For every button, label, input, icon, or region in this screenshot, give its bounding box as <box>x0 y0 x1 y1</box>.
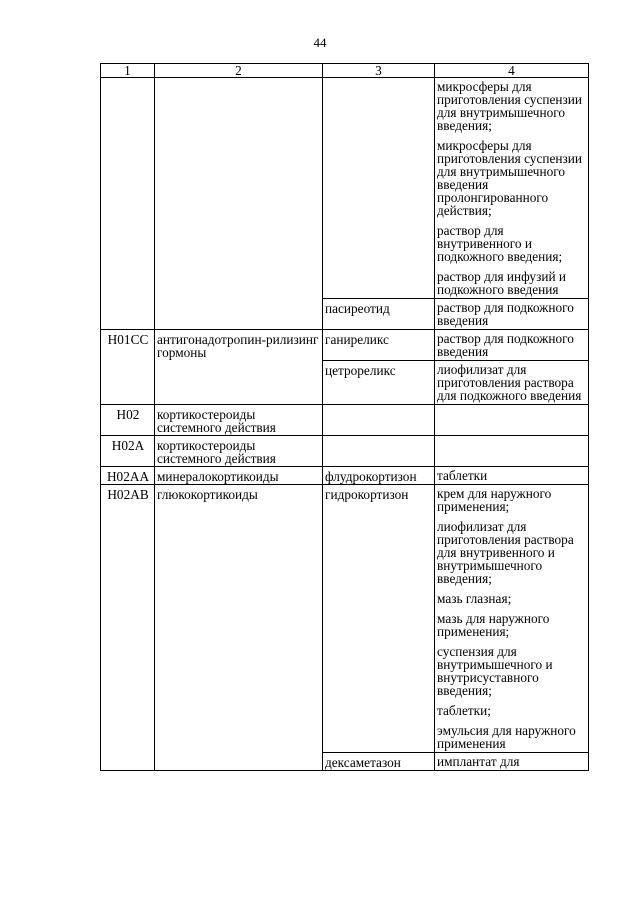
drug-name-cell: флудрокортизон <box>323 467 435 485</box>
drug-name-cell <box>323 436 435 467</box>
dosage-form: раствор для подкожного введения <box>437 300 574 328</box>
dosage-form: лиофилизат для приготовления раствора для внутривенного и внутримышечного введения; <box>437 519 574 586</box>
table-row <box>101 467 589 485</box>
table-row <box>101 330 589 361</box>
drug-name-cell: гидрокортизон <box>323 485 435 753</box>
dosage-form: микросферы для приготовления суспензии для внутримышечного введения пролонгированного действия; <box>437 138 582 218</box>
drug-name-cell <box>323 78 435 299</box>
atc-code-cell: H02 <box>101 405 155 436</box>
dosage-form: лиофилизат для приготовления раствора для подкожного введения <box>437 362 582 403</box>
dosage-forms-cell <box>435 485 589 753</box>
dosage-form: раствор для подкожного введения <box>437 331 574 359</box>
table-row <box>101 78 589 299</box>
dosage-form: эмульсия для наружного применения <box>437 723 576 751</box>
dosage-forms-cell <box>435 405 589 436</box>
atc-code-cell: H02AA <box>101 467 155 485</box>
dosage-forms-cell <box>435 330 589 361</box>
drug-name-cell <box>323 405 435 436</box>
dosage-forms-cell <box>435 753 589 771</box>
header-col-4: 4 <box>435 64 589 78</box>
header-col-3: 3 <box>323 64 435 78</box>
table-row <box>101 436 589 467</box>
dosage-forms-cell <box>435 299 589 330</box>
dosage-forms-cell <box>435 78 589 299</box>
table-row <box>101 485 589 753</box>
dosage-form: имплантат для <box>437 754 520 769</box>
dosage-form: раствор для инфузий и подкожного введения <box>437 269 567 297</box>
drug-name-cell: ганиреликс <box>323 330 435 361</box>
dosage-forms-cell <box>435 436 589 467</box>
drug-table <box>100 63 589 771</box>
table-row <box>101 405 589 436</box>
atc-code-cell: H02AB <box>101 485 155 771</box>
dosage-form: таблетки <box>437 468 488 483</box>
group-name-cell: кортикостероиды системного действия <box>155 405 323 436</box>
dosage-form: микросферы для приготовления суспензии для внутримышечного введения; <box>437 79 582 133</box>
drug-name-cell: цетрореликс <box>323 361 435 405</box>
group-name-cell: минералокортикоиды <box>155 467 323 485</box>
header-col-2: 2 <box>155 64 323 78</box>
dosage-forms-cell <box>435 467 589 485</box>
group-name-cell: глюкокортикоиды <box>155 485 323 771</box>
atc-code-cell: H01CC <box>101 330 155 405</box>
group-name-cell: кортикостероиды системного действия <box>155 436 323 467</box>
dosage-form: крем для наружного применения; <box>437 486 552 514</box>
dosage-form: суспензия для внутримышечного и внутрисуставного введения; <box>437 644 553 698</box>
atc-code-cell: H02A <box>101 436 155 467</box>
dosage-form: мазь для наружного применения; <box>437 611 550 639</box>
header-col-1: 1 <box>101 64 155 78</box>
dosage-form: таблетки; <box>437 703 491 718</box>
dosage-forms-cell <box>435 361 589 405</box>
dosage-form: мазь глазная; <box>437 591 512 606</box>
page-number: 44 <box>313 35 327 50</box>
drug-name-cell: пасиреотид <box>323 299 435 330</box>
group-name-cell <box>155 78 323 330</box>
group-name-cell: антигонадотропин-рилизинг гормоны <box>155 330 323 405</box>
atc-code-cell <box>101 78 155 330</box>
drug-name-cell: дексаметазон <box>323 753 435 771</box>
table-header-row <box>101 64 589 78</box>
dosage-form: раствор для внутривенного и подкожного введения; <box>437 223 563 264</box>
